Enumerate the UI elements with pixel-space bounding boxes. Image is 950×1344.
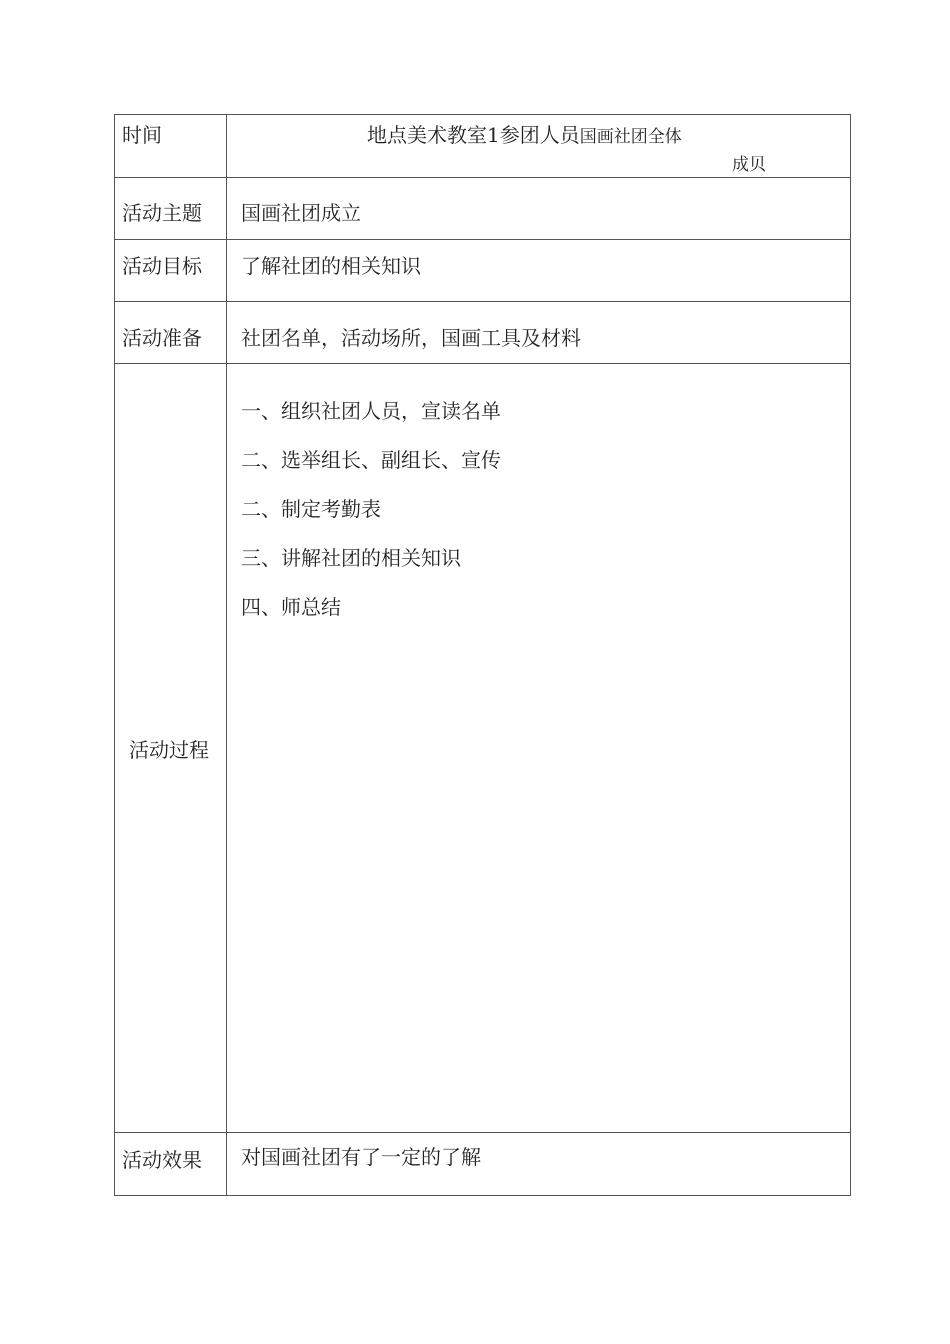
process-step: 二、制定考勤表 [241, 497, 381, 521]
process-steps-list [227, 364, 850, 1132]
activity-record-table [114, 114, 851, 1196]
label-cell-goal [115, 240, 227, 302]
theme-value: 国画社团成立 [241, 201, 361, 225]
process-label: 活动过程 [129, 737, 209, 762]
process-step: 四、师总结 [241, 595, 341, 619]
content-cell-goal [227, 240, 851, 302]
time-detail-text: 地点美术教室1参团人员 [367, 123, 580, 147]
label-cell-time [115, 115, 227, 178]
content-cell-time [227, 115, 851, 178]
content-cell-theme [227, 178, 851, 240]
content-cell-effect [227, 1133, 851, 1196]
row-prep [115, 302, 851, 364]
effect-label: 活动效果 [122, 1148, 202, 1172]
time-detail-small-text: 国画社团全体 [579, 127, 682, 147]
goal-label: 活动目标 [122, 254, 202, 278]
prep-value: 社团名单，活动场所，国画工具及材料 [241, 326, 581, 350]
row-time [115, 115, 851, 178]
process-step: 一、组织社团人员，宣读名单 [241, 399, 501, 423]
prep-label: 活动准备 [122, 326, 202, 350]
label-cell-prep [115, 302, 227, 364]
time-detail-wrap-text: 成贝 [732, 155, 766, 175]
process-step: 三、讲解社团的相关知识 [241, 546, 461, 570]
time-location-participants [227, 115, 850, 148]
row-theme [115, 178, 851, 240]
row-effect [115, 1133, 851, 1196]
time-label: 时间 [122, 123, 162, 147]
content-cell-process [227, 364, 851, 1133]
row-goal [115, 240, 851, 302]
label-cell-effect [115, 1133, 227, 1196]
label-cell-theme [115, 178, 227, 240]
content-cell-prep [227, 302, 851, 364]
process-step: 二、选举组长、副组长、宣传 [241, 448, 501, 472]
effect-value: 对国画社团有了一定的了解 [241, 1145, 481, 1169]
theme-label: 活动主题 [122, 201, 202, 225]
goal-value: 了解社团的相关知识 [241, 254, 421, 278]
label-cell-process [115, 364, 227, 1133]
row-process [115, 364, 851, 1133]
